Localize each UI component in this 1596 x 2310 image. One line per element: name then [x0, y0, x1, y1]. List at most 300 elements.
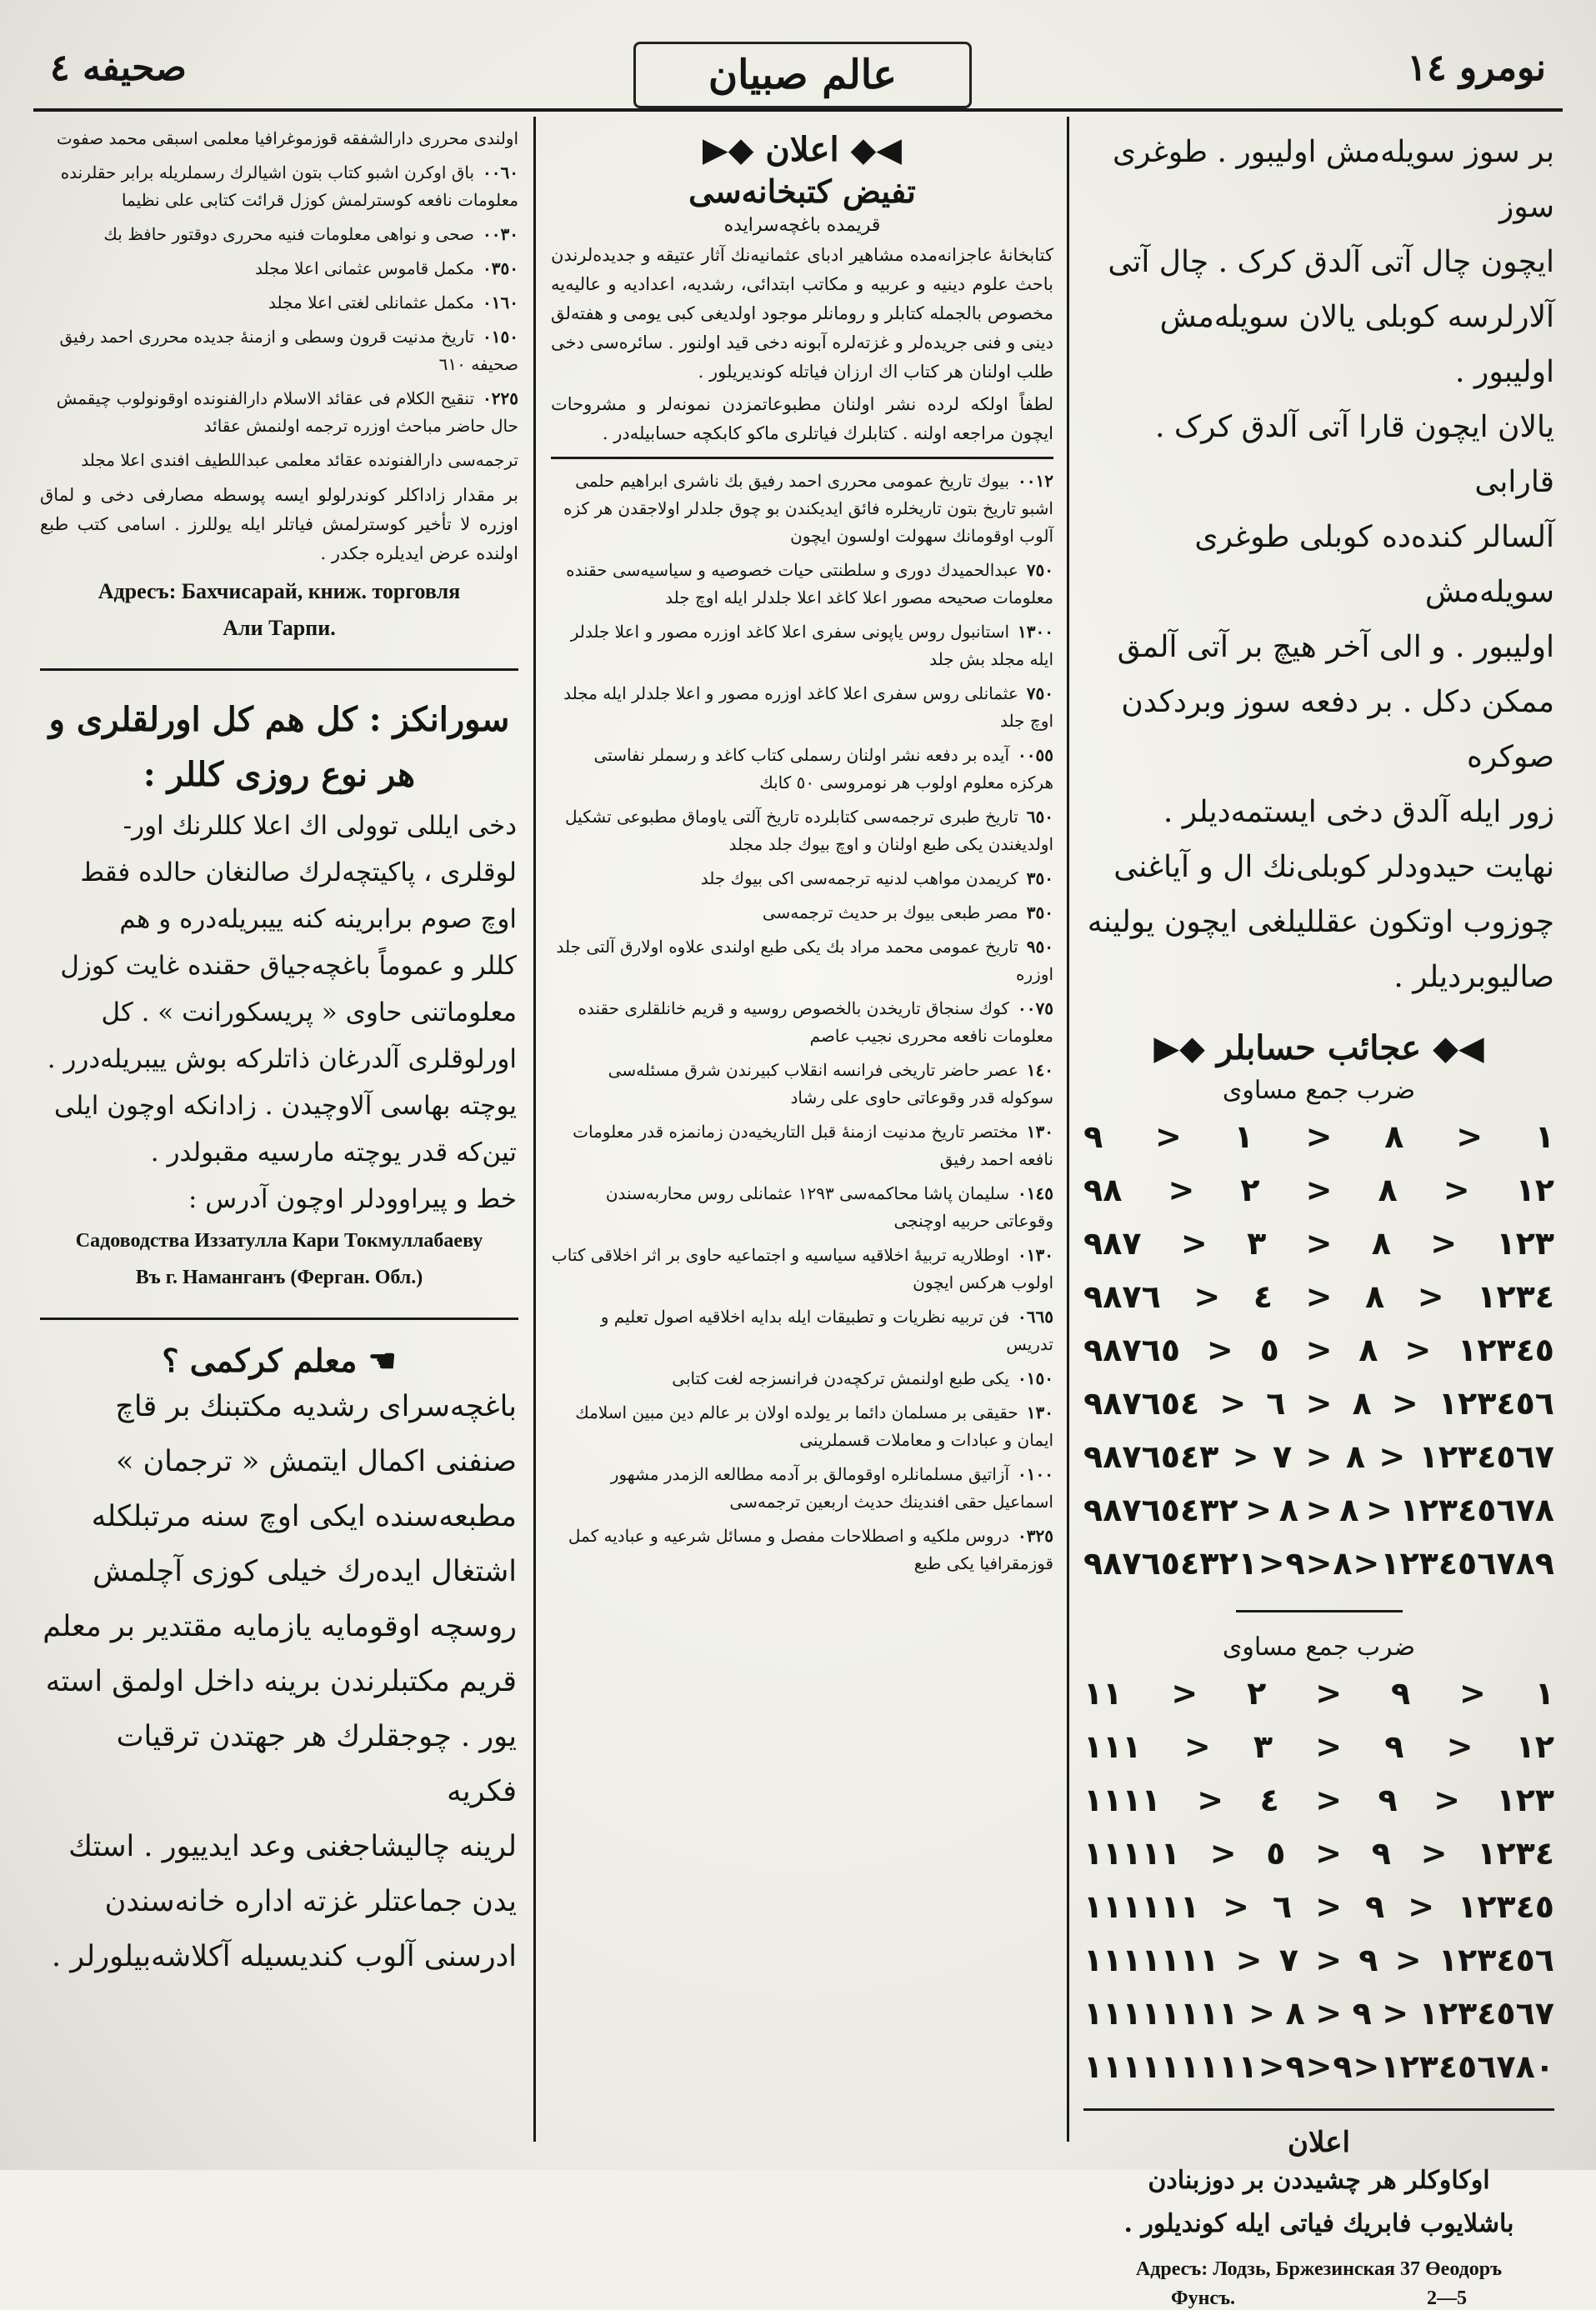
equation-row	[1075, 1720, 1563, 1773]
book-entry	[551, 865, 1053, 892]
book-description: بیوك تاریخ عمومی محرری احمد رفیق بك ناشری ابراهیم حلمی اشبو تاریخ بتون تاریخلره فائق ایدیکندن بو چوق جلدلر اولاجقدن هر کزه آلوب اوقومانك سهولت اولسون ایچون	[563, 471, 1053, 546]
book-price: ٠١٥٠	[1018, 1368, 1053, 1388]
ad-line: معلوماتنی حاوی « پریسکورانت » . کل	[101, 998, 517, 1028]
equation-term: ١٢	[1515, 1172, 1554, 1208]
equation-term: <	[1305, 1278, 1333, 1315]
page-number: صحیفه ٤	[50, 47, 187, 89]
book-price: ٧٥٠	[1026, 683, 1053, 703]
ad-line: اوكاوكلر هر چشیددن بر دوزبنادن	[1148, 2166, 1490, 2195]
section-rule	[551, 457, 1053, 459]
book-description: کریمدن مواهب لدنیه ترجمه‌سی اکی بیوك جلد	[700, 868, 1018, 888]
ad-line: کللر و عموماً باغچه‌جیاق حقنده غایت کوزل	[60, 951, 517, 981]
equation-term: <	[1219, 1385, 1247, 1422]
equation-term: <	[1417, 1278, 1444, 1315]
section-rule	[40, 668, 518, 671]
teacher-ad-heading: ☚ معلم کرکمی ؟	[162, 1342, 397, 1379]
left-column	[33, 125, 525, 2142]
equation-term: ٨	[1345, 1438, 1366, 1475]
equation-term: ١٢٣٤٥	[1458, 1332, 1554, 1368]
equation-term: ١١١١١١١	[1083, 1942, 1219, 1978]
book-entry	[551, 680, 1053, 735]
equation-term: <	[1443, 1172, 1470, 1208]
ad-line: روسچه اوقومایه یازمایه مقتدیر بر معلم	[43, 1610, 517, 1643]
book-price: ٠٠٥٥	[1018, 745, 1053, 765]
equation-text	[1083, 1995, 1554, 2032]
equation-term: ٤	[1259, 1782, 1279, 1818]
column-rule-right	[1067, 117, 1069, 2142]
book-price: ٠٠٧٥	[1018, 998, 1053, 1018]
equation-term: ٦	[1273, 1888, 1293, 1925]
book-description: باق اوکرن اشبو کتاب بتون اشیالرك رسملریله برابر حقلرنده معلومات نافعه کوسترلمش کوزل قرائت کتابی علی نظیما	[60, 162, 518, 210]
equation-text	[1083, 1942, 1554, 1978]
teacher-ad-text	[33, 1379, 525, 1984]
equation-text	[1083, 1278, 1554, 1315]
equation-term: ١٢٣٤٥	[1458, 1888, 1554, 1925]
equation-row	[1075, 1667, 1563, 1720]
ad-line: صنفنی اکمال ایتمش « ترجمان »	[115, 1445, 517, 1478]
section-rule	[1083, 2108, 1554, 2111]
equation-term: <	[1420, 1835, 1448, 1872]
equation-term: ١	[1534, 1675, 1554, 1712]
equation-row	[1075, 1217, 1563, 1270]
ad-text	[1075, 2159, 1563, 2246]
equation-term: <	[1408, 1888, 1435, 1925]
equation-term: ٣	[1253, 1728, 1273, 1765]
book-entry	[40, 289, 518, 317]
book-price: ٠٠٦٠	[483, 162, 518, 182]
equation-term: <	[1305, 2048, 1333, 2085]
equation-term: ٩٨	[1083, 1172, 1123, 1208]
pointing-hand-icon: ☚	[368, 1342, 397, 1379]
text-line: بر سوز سویله‌مش اولیبور . طوغری سوز	[1112, 135, 1554, 224]
equation-term: <	[1209, 1835, 1237, 1872]
book-price: ٠٣٥٠	[483, 258, 518, 278]
equation-term: ٨	[1365, 1278, 1385, 1315]
equation-term: ٧	[1278, 1942, 1298, 1978]
equation-term: <	[1305, 1172, 1333, 1208]
equation-term: <	[1456, 1118, 1483, 1155]
book-price: ٠١٠٠	[1018, 1464, 1053, 1484]
book-price: ٠٣٢٥	[1018, 1526, 1053, 1546]
equation-text	[1083, 1728, 1554, 1765]
equation-term: ٨	[1333, 1545, 1353, 1582]
ornament-icon: ◆▶	[1153, 1028, 1205, 1068]
equation-term: <	[1315, 1728, 1343, 1765]
equation-term: ٩	[1365, 1888, 1385, 1925]
book-description: سلیمان پاشا محاکمه‌سی ١٢٩٣ عثمانلی روس محاربه‌سندن وقوعاتی حربیه اوچنجی	[605, 1183, 1053, 1231]
book-entry	[551, 1522, 1053, 1578]
equation-row	[1075, 1163, 1563, 1217]
book-entry	[551, 803, 1053, 858]
equation-row	[1075, 1323, 1563, 1377]
equation-term: ١٢٣٤٥٦٧٨	[1399, 1492, 1554, 1528]
book-entry	[551, 1180, 1053, 1235]
equation-term: ٨	[1384, 1118, 1404, 1155]
equation-term: <	[1305, 1225, 1333, 1262]
book-description: آیده بر دفعه نشر اولنان رسملی کتاب کاغد و رسملر نفاستی هرکزه معلوم اولوب هر نومروسی ٥٠ کابك	[593, 745, 1053, 792]
equation-term: ١١١١١١١١١	[1083, 2048, 1258, 2085]
book-entry	[551, 933, 1053, 988]
equation-text	[1083, 1385, 1554, 1422]
book-entry	[551, 899, 1053, 927]
equation-row	[1075, 1110, 1563, 1163]
ad-line: یدن جماعتلر غزته اداره خانه‌سندن	[104, 1885, 517, 1918]
intro-text: کتابخانهٔ عاجزانه‌مده مشاهیر ادبای عثمانیه‌نك آثار عتیقه و جدیده‌لرندن باحث علوم دینیه و عربیه و مکاتب ابتدائی، رشدیه، اعدادیه و عالیه‌یه مخصوص بالجمله کتابلر و رومانلر موجود اولدیغی کبی یومی و هفته‌لق دینی و فنی جریده‌لر و غزته‌لره آبونه دخی قید اولنور . سائره‌سی دخی طلب اولنان هر کتاب اك ارزان فیاتله کوندیریلور .	[551, 245, 1053, 382]
equation-text	[1083, 1438, 1554, 1475]
equation-term: <	[1305, 1492, 1333, 1528]
equation-term: <	[1315, 1835, 1343, 1872]
ad-line: مطبعه‌سنده ایکی اوچ سنه مرتبلکله	[91, 1500, 517, 1533]
book-description: تاریخ طبری ترجمه‌سی کتابلرده تاریخ آلتی یاوماق مطبوعی تشکیل اولدیغندن یکی طبع اولنان و اوچ بیوك جلد مجلد	[565, 807, 1053, 854]
book-description: کوك سنجاق تاریخدن بالخصوص روسیه و قریم خانلقلری حقنده معلومات نافعه محرری نجیب عاصم	[578, 998, 1053, 1046]
equation-term: ١٢٣٤٥٦٧٨٠	[1380, 2048, 1554, 2085]
equation-term: ١٢٣	[1496, 1225, 1554, 1262]
equation-term: ١١١	[1083, 1728, 1142, 1765]
book-price: ٠١٣٠	[1018, 1245, 1053, 1265]
book-price: ٠١٤٥	[1018, 1183, 1053, 1203]
equation-term: <	[1155, 1118, 1182, 1155]
equation-term: <	[1382, 1995, 1409, 2032]
book-price: ٣٥٠	[1026, 902, 1053, 922]
text-line: ممکن دکل . بر دفعه سوز وبردکدن صوکره	[1121, 685, 1554, 774]
equation-term: ٩٨٧٦٥	[1083, 1332, 1181, 1368]
equation-row	[1075, 1430, 1563, 1483]
equation-term: <	[1305, 1385, 1333, 1422]
equation-term: <	[1305, 1332, 1333, 1368]
equation-term: ٩	[1378, 1782, 1398, 1818]
book-description: تنقیح الکلام فی عقائد الاسلام دارالفنونده اوقونولوب چیقمش حال حاضر مباحث اوزره ترجمه اولنمش عقائد	[56, 388, 518, 436]
book-entry	[551, 618, 1053, 673]
equation-term: <	[1232, 1438, 1259, 1475]
book-description: صحی و نواهی معلومات فنیه محرری دوقتور حافظ بك	[103, 224, 475, 244]
equation-term: <	[1353, 2048, 1380, 2085]
equation-row	[1075, 1827, 1563, 1880]
book-price: ٠٢٢٥	[483, 388, 518, 408]
right-column	[1075, 125, 1563, 2309]
table-divider	[1236, 1610, 1403, 1612]
ad-title: اعلان	[1288, 2126, 1350, 2159]
equation-term: ٩٨٧٦٥٤٣٢	[1083, 1492, 1238, 1528]
equation-term: ٨	[1339, 1492, 1359, 1528]
equation-row	[1075, 1377, 1563, 1430]
equation-term: ١٢٣٤٥٦٧	[1418, 1438, 1554, 1475]
book-description: اوطلاریه تربیهٔ اخلاقیه سیاسیه و اجتماعیه حاوی بر اثر اخلاقی کتاب اولوب هرکس ایچون	[551, 1245, 1053, 1292]
equation-term: ٩٨٧٦٥٤٣	[1083, 1438, 1219, 1475]
equation-term: ٩٨٧٦٥٤٣٢١	[1083, 1545, 1258, 1582]
equation-term: <	[1315, 1675, 1343, 1712]
book-price: ٩٥٠	[1026, 937, 1053, 957]
ornament-icon: ◆▶	[702, 130, 754, 169]
equation-term: ٤	[1253, 1278, 1273, 1315]
book-price: ١٣٠	[1026, 1402, 1053, 1422]
equation-term: ١١١١١١١١	[1083, 1995, 1238, 2032]
book-entry	[551, 468, 1053, 550]
equation-term: ٩	[1285, 2048, 1305, 2085]
table1-caption: ضرب جمع مساوی	[1222, 1076, 1416, 1105]
book-description: دروس ملکیه و اصطلاحات مفصل و مسائل شرعیه و عبادیه کمل قوزمقرافیا یکی طبع	[568, 1526, 1053, 1573]
equation-term: ٥	[1266, 1835, 1286, 1872]
bookstore-address: Адресъ: Бахчисарай, книж. торговля	[98, 579, 461, 603]
equation-term: ٩٨٧	[1083, 1225, 1142, 1262]
book-entry	[551, 995, 1053, 1050]
equation-term: ٢	[1240, 1172, 1260, 1208]
equation-term: ٨	[1278, 1492, 1298, 1528]
seed-ad-address: Садоводства Иззатулла Кари Токмуллабаеву	[75, 1230, 483, 1252]
book-description: مصر طبعی بیوك بر حدیث ترجمه‌سی	[762, 902, 1018, 922]
book-price-list-continued	[33, 125, 525, 474]
equation-term: ٨	[1358, 1332, 1378, 1368]
ad-line: اوچ صوم برابرینه کنه ییبریله‌دره و هم	[119, 904, 517, 934]
ad-address: Адресъ: Лодзь, Бржезинская 37 Өеодоръ	[1135, 2258, 1503, 2280]
equation-term: ٩	[1384, 1728, 1404, 1765]
equation-term: ٦	[1266, 1385, 1286, 1422]
equation-term: ١١١١١١	[1083, 1888, 1200, 1925]
equation-term: <	[1378, 1438, 1406, 1475]
equation-term: ٨	[1285, 1995, 1305, 2032]
ornament-icon: ◀◆	[1433, 1028, 1484, 1068]
book-price: ٠٠٣٠	[483, 224, 518, 244]
book-description: عبدالحمیدك دوری و سلطنتی حیات خصوصیه و سیاسیه‌سی حقنده معلومات صحیحه مصور اعلا کاغد اعلا جلدلر ایله اوچ جلد	[566, 560, 1053, 608]
equation-term: ٩٨٧٦	[1083, 1278, 1161, 1315]
equation-term: ٨	[1352, 1385, 1372, 1422]
equation-term: <	[1223, 1888, 1250, 1925]
bookstore-owner: Али Тарпи.	[223, 616, 336, 640]
equation-term: ١٢٣٤٥٦	[1438, 1385, 1554, 1422]
book-description: مختصر تاریخ مدنیت ازمنهٔ قبل التاریخیه‌دن زمانمزه قدر معلومات نافعه احمد رفیق	[573, 1122, 1053, 1169]
book-entry	[40, 255, 518, 282]
ad-line: تین‌که قدر یوچته مارسیه مقبولدر .	[150, 1138, 517, 1168]
book-description: مکمل عثمانلی لغتی اعلا مجلد	[268, 292, 475, 312]
book-entry	[551, 1365, 1053, 1392]
section2-text: لطفاً اولکه لرده نشر اولنان مطبوعاتمزدن نمونه‌لر و مشروحات ایچون مراجعه اولنه . کتابلرك فیاتلری ماکو کابکچه حسابیله‌در .	[551, 394, 1053, 443]
equation-term: <	[1315, 1888, 1343, 1925]
book-price: ٧٥٠	[1026, 560, 1053, 580]
equation-term: <	[1430, 1225, 1458, 1262]
equation-row	[1075, 1933, 1563, 1987]
book-entry	[551, 742, 1053, 797]
book-price: ١٣٠	[1026, 1122, 1053, 1142]
book-description: ترجمه‌سی دارالفنونده عقائد معلمی عبداللطیف افندی اعلا مجلد	[81, 450, 518, 470]
column-rule-left	[533, 117, 536, 2142]
shipping-note: بر مقدار زاداکلر کوندرلولو ایسه پوسطه مصارفی دخی و لماق اوزره ﻻ تأخیر کوسترلمش فیاتلر ایله یوللرز . اسامی کتب طبع اولنده عرض ایدیلره جكدر .	[40, 485, 518, 563]
text-line: زور ایله آلدق دخی ایستمه‌دیلر .	[1163, 795, 1554, 829]
book-entry	[551, 557, 1053, 612]
seed-ad-text	[33, 802, 525, 1222]
equation-row	[1075, 1880, 1563, 1933]
text-line: صالیوبردیلر .	[1393, 960, 1554, 994]
equation-term: ٨	[1371, 1225, 1391, 1262]
book-price: ٠٦٦٥	[1018, 1307, 1053, 1327]
text-line: آلسالر کنده‌ده کوبلی طوغری سویله‌مش	[1194, 520, 1554, 609]
equation-row	[1075, 2040, 1563, 2093]
equation-term: ٨	[1378, 1172, 1398, 1208]
equation-term: ١٢٣	[1496, 1782, 1554, 1818]
equation-term: <	[1171, 1675, 1198, 1712]
ad-line: لرینه چالیشاجغنی وعد ایدییور . استك	[68, 1830, 517, 1863]
ad-line: ادرسنی آلوب کندیسیله آکلاشه‌بیلورلر .	[51, 1940, 517, 1973]
seed-ad-heading: سورانکز : کل هم کل اورلقلری و هر نوع روزی کللر :	[48, 700, 510, 794]
ad-line: قریم مکتبلرندن برینه داخل اولمق استه	[45, 1665, 517, 1698]
ad-line: لوقلری ، پاکیتچه‌لرك صالنغان حالده فقط	[80, 858, 517, 888]
book-description: فن تربیه نظریات و تطبیقات ایله بدایه اخلاقیه اصول تعلیم و تدریس	[600, 1307, 1053, 1354]
equation-term: <	[1168, 1172, 1195, 1208]
equation-term: ٩	[1333, 2048, 1353, 2085]
equation-term: <	[1305, 1545, 1333, 1582]
header-rule	[33, 108, 1563, 112]
ad-name: Фунсъ.	[1170, 2288, 1236, 2309]
book-entry	[551, 1461, 1053, 1516]
equation-term: ٩	[1358, 1942, 1378, 1978]
book-description: تاریخ مدنیت قرون وسطی و ازمنهٔ جدیده محرری احمد رفیق صحیفه ٦١٠	[59, 327, 518, 374]
bookstore-name: تفیض کتبخانه‌سی	[688, 172, 916, 210]
book-price-list	[546, 468, 1058, 1578]
book-description: یکی طبع اولنمش ترکچه‌دن فرانسزجه لغت کتابی	[672, 1368, 1010, 1388]
text-line: آلارلرسه کوبلی یالان سویله‌مش اولیبور .	[1159, 300, 1554, 389]
book-entry	[40, 385, 518, 440]
bookstore-location: قریمده باغچه‌سرایده	[723, 215, 881, 236]
equation-term: ٩	[1390, 1675, 1411, 1712]
book-entry	[40, 159, 518, 214]
ad-footer	[1075, 2288, 1563, 2310]
middle-column	[546, 125, 1058, 2142]
equation-text	[1083, 1492, 1554, 1528]
equation-term: <	[1315, 1942, 1343, 1978]
equation-term: <	[1193, 1278, 1221, 1315]
ad-line: اشتغال ایده‌رك خیلی کوزی آچلمش	[93, 1555, 517, 1588]
equation-term: ٩	[1083, 1118, 1103, 1155]
equation-term: <	[1245, 1492, 1273, 1528]
book-entry	[40, 447, 518, 474]
equation-text	[1083, 1332, 1554, 1368]
book-description: عثمانلی روس سفری اعلا کاغد اوزره مصور و اعلا جلدلر ایله مجلد اوچ جلد	[563, 683, 1053, 731]
book-entry	[551, 1057, 1053, 1112]
book-description: حقیقی بر مسلمان دائما بر یولده اولان بر عالم دین مبین اسلامك ایمان و عبادات و معاملات قسملرینی	[575, 1402, 1053, 1450]
equation-row	[1075, 1987, 1563, 2040]
equation-term: <	[1446, 1728, 1473, 1765]
equation-text	[1083, 1888, 1554, 1925]
equation-term: <	[1459, 1675, 1486, 1712]
ad-line: باغچه‌سرای رشدیه مکتبنك بر قاچ	[115, 1390, 517, 1423]
story-text	[1075, 125, 1563, 1005]
text-line: چوزوب اوتکون عقللیلغی ایچون یولینه	[1087, 905, 1554, 939]
book-entry	[551, 1118, 1053, 1173]
book-price: ١٣٠٠	[1018, 622, 1053, 642]
book-price: ٠١٥٠	[483, 327, 518, 347]
book-entry	[551, 1242, 1053, 1297]
equation-text	[1083, 1675, 1554, 1712]
equation-term: <	[1394, 1942, 1422, 1978]
book-entry	[551, 1399, 1053, 1454]
book-entry	[40, 221, 518, 248]
book-description: استانبول روس یاپونی سفری اعلا کاغد اوزره مصور و اعلا جلدلر ایله مجلد بش جلد	[570, 622, 1053, 669]
equation-text	[1083, 1172, 1554, 1208]
ornament-icon: ◀◆	[850, 130, 903, 169]
equation-text	[1083, 1545, 1554, 1582]
text-line: اولیبور . و الی آخر هیچ بر آتی آلمق	[1117, 630, 1554, 664]
equation-term: <	[1180, 1225, 1208, 1262]
equation-term: ٩٨٧٦٥٤	[1083, 1385, 1200, 1422]
equation-term: <	[1197, 1782, 1224, 1818]
ad-line: دخی ایللی توولی اك اعلا کللرنك اور-	[123, 811, 517, 841]
seed-ad-city: Въ г. Наманганъ (Ферган. Обл.)	[135, 1267, 423, 1288]
text-line: ایچون چال آتی آلدق کرک . چال آتی	[1108, 245, 1554, 279]
equation-row	[1075, 1537, 1563, 1590]
book-price: ٠٠١٢	[1018, 471, 1053, 491]
issue-number: نومرو ١٤	[1407, 47, 1546, 89]
ad-line: یوچته بهاسی آلاوچیدن . زادانکه اوچون ایلی	[54, 1091, 517, 1121]
book-description: عصر حاضر تاریخی فرانسه انقلاب کبیرندن شرق مسئله‌سی سوکوله قدر وقوعاتی حاوی علی رشاد	[608, 1060, 1053, 1108]
section-rule	[40, 1318, 518, 1320]
book-entry	[40, 125, 518, 152]
equation-term: ١	[1534, 1118, 1554, 1155]
equation-term: ١٢٣٤٥٦٧	[1418, 1995, 1554, 2032]
equation-term: ٣	[1247, 1225, 1267, 1262]
equation-text	[1083, 1782, 1554, 1818]
equation-term: ١٢٣٤٥٦	[1438, 1942, 1554, 1978]
book-price: ١٤٠	[1026, 1060, 1053, 1080]
equation-term: ١٢٣٤	[1477, 1835, 1554, 1872]
equation-term: <	[1258, 1545, 1285, 1582]
announcement-title: ◀◆ اعلان ◆▶	[702, 130, 903, 169]
book-description: تاریخ عمومی محمد مراد بك یکی طبع اولندی علاوه اولارق آلتی جلد اوزره	[556, 937, 1053, 984]
equation-term: <	[1404, 1332, 1432, 1368]
equation-term: ١١١١	[1083, 1782, 1161, 1818]
equation-term: <	[1305, 1438, 1333, 1475]
masthead-title: عالم صبیان	[633, 42, 972, 108]
equation-term: <	[1248, 1995, 1275, 2032]
equation-term: <	[1365, 1492, 1393, 1528]
equation-term: ٥	[1259, 1332, 1279, 1368]
equation-term: ١٢	[1515, 1728, 1554, 1765]
equation-row	[1075, 1483, 1563, 1537]
equation-term: ١٢٣٤	[1477, 1278, 1554, 1315]
book-entry	[551, 1303, 1053, 1358]
ad-number: 2—5	[1427, 2288, 1468, 2309]
ad-line: باشلایوب فابریك فیاتی ایله کوندیلور .	[1123, 2209, 1514, 2238]
equation-text	[1083, 2048, 1554, 2085]
equation-term: ١١	[1083, 1675, 1123, 1712]
equation-term: ١	[1233, 1118, 1253, 1155]
equation-term: ١١١١١	[1083, 1835, 1180, 1872]
equation-term: <	[1315, 1782, 1343, 1818]
ad-line: یور . چوجقلرك هر جهتدن ترقیات فکریه	[116, 1720, 517, 1808]
equation-text	[1083, 1118, 1554, 1155]
ad-line: اورلوقلری آلدرغان ذاتلرکه بوش ییبریله‌درر .	[47, 1044, 517, 1074]
text-line: یالان ایچون قارا آتی آلدق کرک . قارابی	[1155, 410, 1554, 499]
book-description: مکمل قاموس عثمانی اعلا مجلد	[254, 258, 475, 278]
equation-term: <	[1183, 1728, 1211, 1765]
multiplication-table-1	[1075, 1110, 1563, 1590]
ad-line: خط و پیراوودلر اوچون آدرس :	[188, 1184, 517, 1214]
book-description: آزاتیق مسلمانلره اوقومالق بر آدمه مطالعه الزمدر مشهور اسماعیل حقی افندینك حدیث اربعین ترجمه‌سی	[610, 1464, 1053, 1512]
equation-term: <	[1433, 1782, 1460, 1818]
equation-term: ٩	[1371, 1835, 1391, 1872]
multiplication-table-2	[1075, 1667, 1563, 2093]
equation-term: <	[1305, 1118, 1333, 1155]
equation-row	[1075, 1773, 1563, 1827]
text-line: نهایت حیدودلر کوبلی‌نك ال و آیاغنی	[1113, 850, 1554, 884]
equation-term: <	[1391, 1385, 1418, 1422]
equation-row	[1075, 1270, 1563, 1323]
equation-text	[1083, 1225, 1554, 1262]
book-entry	[40, 323, 518, 378]
equation-term: <	[1315, 1995, 1343, 2032]
equation-term: ٩	[1352, 1995, 1372, 2032]
book-price: ٦٥٠	[1026, 807, 1053, 827]
equation-term: ٧	[1272, 1438, 1293, 1475]
equation-term: <	[1235, 1942, 1263, 1978]
equation-term: <	[1353, 1545, 1380, 1582]
